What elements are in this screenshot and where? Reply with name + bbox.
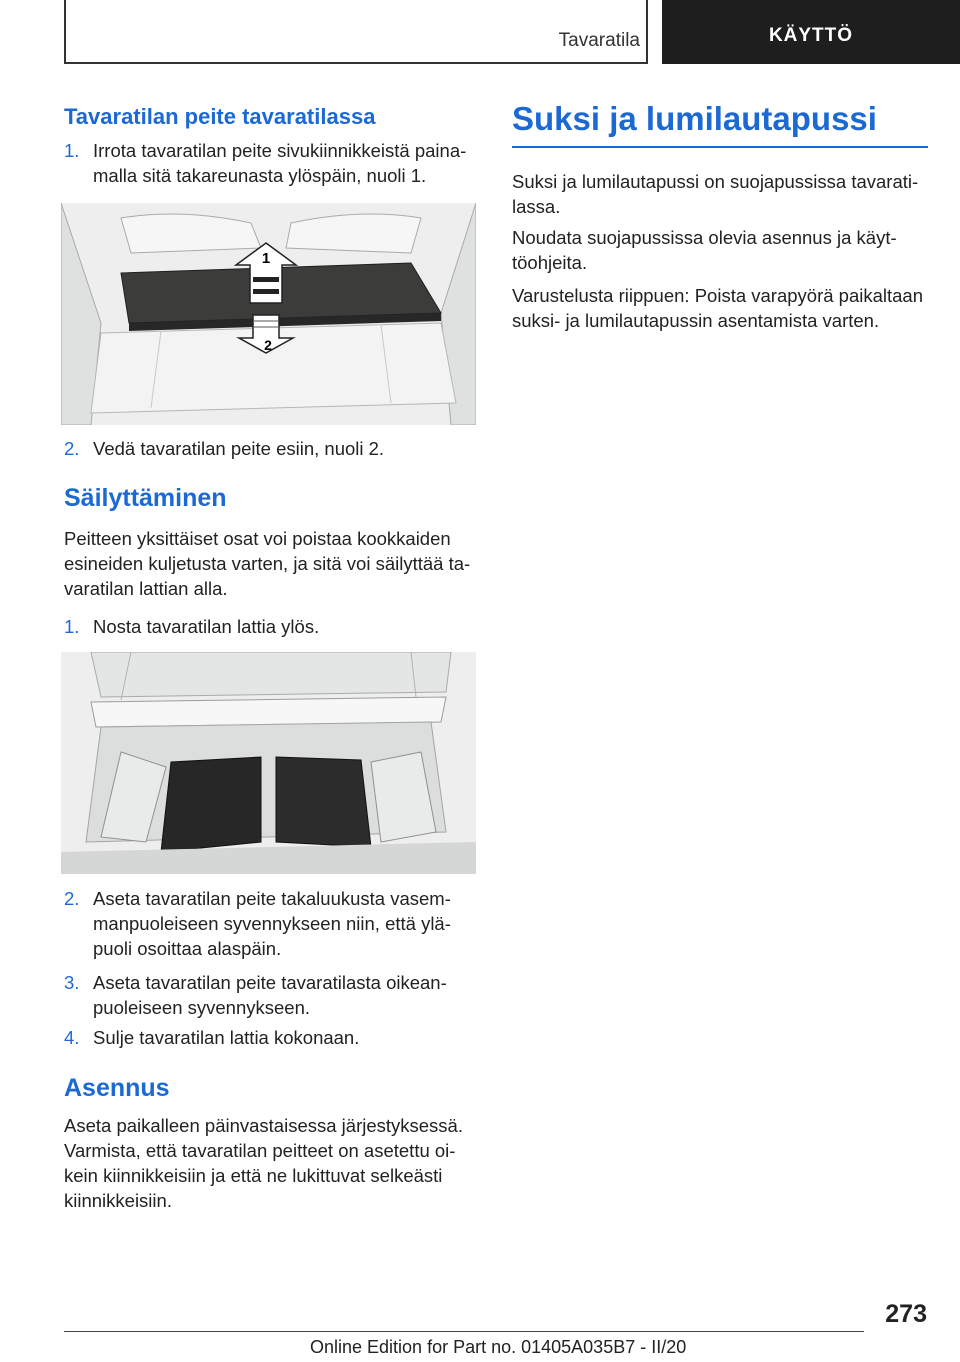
step-b3: [64, 970, 478, 1020]
step-number: 1.: [64, 616, 80, 637]
storage-paragraph: Peitteen yksittäiset osat voi poistaa kookkaiden esineiden kuljetusta varten, ja sitä voi säilyttää tavaratilan lattian alla.: [64, 528, 471, 599]
ski-bag-paragraph-3: Varustelusta riippuen: Poista varapyörä paikaltaan suksi- ja lumilautapussin asentamista varten.: [512, 285, 924, 331]
step-b1: [64, 614, 478, 639]
ski-bag-paragraph-1: Suksi ja lumilautapussi on suojapussissa tavaratilassa.: [512, 171, 919, 217]
step-number: 4.: [64, 1027, 80, 1048]
header-chapter-tab: KÄYTTÖ: [662, 0, 960, 64]
step-text: Aseta tavaratilan peite tavaratilasta oikeanpuoleiseen syvennykseen.: [93, 972, 447, 1018]
step-number: 2.: [64, 438, 80, 459]
step-number: 1.: [64, 140, 80, 161]
arrow-label-1: 1: [261, 250, 271, 267]
heading-installation: Asennus: [64, 1074, 170, 1102]
footer-rule: [64, 1331, 864, 1332]
step-a2: [64, 436, 478, 461]
step-text: Sulje tavaratilan lattia kokonaan.: [93, 1027, 360, 1048]
step-text: Aseta tavaratilan peite takaluukusta vasemmanpuoleiseen syvennykseen niin, että yläpuoli osoittaa alaspäin.: [93, 888, 451, 959]
step-b4: [64, 1025, 478, 1050]
left-column: [64, 0, 478, 1290]
step-text: Irrota tavaratilan peite sivukiinnikkeistä painamalla sitä takareunasta ylöspäin, nuoli 1.: [93, 140, 467, 186]
step-b2: [64, 886, 478, 961]
step-number: 2.: [64, 888, 80, 909]
right-column: [512, 0, 930, 400]
heading-underline: [512, 146, 928, 148]
cargo-cover-illustration: [61, 203, 476, 425]
footer-edition: Online Edition for Part no. 01405A035B7 - II/20: [310, 1337, 687, 1357]
heading-ski-bag: Suksi ja lumilautapussi: [512, 100, 877, 137]
step-text: Vedä tavaratilan peite esiin, nuoli 2.: [93, 438, 385, 459]
arrow-label-2: 2: [264, 337, 272, 353]
heading-storage: Säilyttäminen: [64, 484, 227, 512]
step-number: 3.: [64, 972, 80, 993]
installation-paragraph: Aseta paikalleen päinvastaisessa järjestyksessä. Varmista, että tavaratilan peitteet on asetettu oikein kiinnikkeisiin ja että ne lukittuvat selkeästi kiinnikkeisiin.: [64, 1115, 463, 1211]
step-a1: [64, 138, 478, 188]
page-number: 273: [885, 1300, 927, 1328]
header-section-title: Tavaratila: [558, 30, 640, 51]
ski-bag-paragraph-2: Noudata suojapussissa olevia asennus ja käyttöohjeita.: [512, 227, 897, 273]
trunk-storage-illustration: [61, 652, 476, 874]
step-text: Nosta tavaratilan lattia ylös.: [93, 616, 320, 637]
heading-cover-in-trunk: Tavaratilan peite tavaratilassa: [64, 104, 376, 129]
figure-trunk-floor-storage: [61, 652, 476, 874]
figure-cargo-cover-removal: [61, 203, 476, 425]
